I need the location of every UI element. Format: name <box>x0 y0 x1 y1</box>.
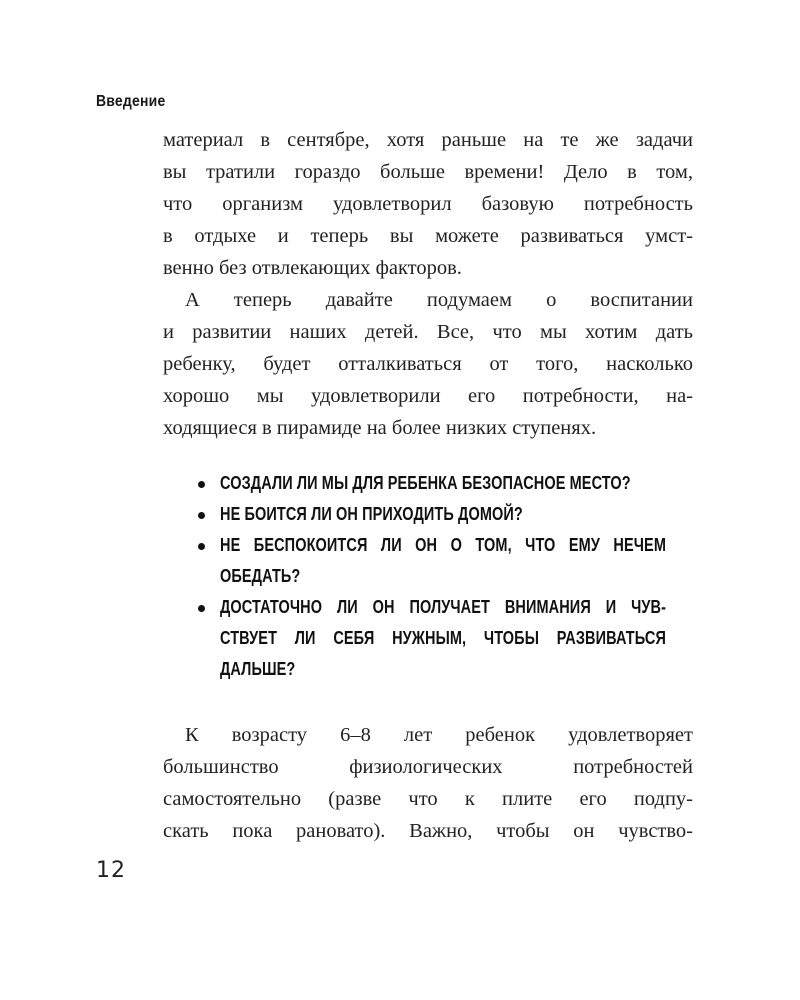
bullet-text: СТВУЕТ ЛИ СЕБЯ НУЖНЫМ, ЧТОБЫ РАЗВИВАТЬСЯ <box>220 628 666 649</box>
bullet-icon <box>198 543 205 550</box>
paragraph-line: К возрасту 6–8 лет ребенок удовлетворяет <box>185 724 693 746</box>
bullet-text: ДАЛЬШЕ? <box>220 659 296 680</box>
page-number: 12 <box>96 858 126 883</box>
bullet-text: НЕ БОИТСЯ ЛИ ОН ПРИХОДИТЬ ДОМОЙ? <box>220 504 523 525</box>
paragraph-line: что организм удовлетворил базовую потребность <box>163 193 693 215</box>
paragraph-line: и развитии наших детей. Все, что мы хотим дать <box>163 321 693 343</box>
paragraph-line: ходящиеся в пирамиде на более низких ступенях. <box>163 417 597 439</box>
bullet-icon <box>198 481 205 488</box>
paragraph-line: скать пока рановато). Важно, чтобы он чувство- <box>163 820 693 842</box>
paragraph-line: А теперь давайте подумаем о воспитании <box>185 289 693 311</box>
paragraph-line: большинство физиологических потребностей <box>163 756 693 778</box>
paragraph-line: самостоятельно (разве что к плите его подпу- <box>163 788 693 810</box>
bullet-icon <box>198 605 205 612</box>
paragraph-line: венно без отвлекающих факторов. <box>163 257 462 279</box>
paragraph-line: хорошо мы удовлетворили его потребности, на- <box>163 385 693 407</box>
paragraph-line: в отдыхе и теперь вы можете развиваться умст- <box>163 225 693 247</box>
bullet-list <box>196 469 666 686</box>
bullet-text: СОЗДАЛИ ЛИ МЫ ДЛЯ РЕБЕНКА БЕЗОПАСНОЕ МЕСТО? <box>220 473 631 494</box>
bullet-icon <box>198 512 205 519</box>
running-head: Введение <box>96 91 166 110</box>
bullet-text: НЕ БЕСПОКОИТСЯ ЛИ ОН О ТОМ, ЧТО ЕМУ НЕЧЕМ <box>220 535 666 556</box>
paragraph-line: вы тратили гораздо больше времени! Дело в том, <box>163 161 693 183</box>
paragraph-line: материал в сентябре, хотя раньше на те же задачи <box>163 129 693 151</box>
body-text-bottom <box>163 719 693 847</box>
paragraph-line: ребенку, будет отталкиваться от того, насколько <box>163 353 693 375</box>
bullet-text: ДОСТАТОЧНО ЛИ ОН ПОЛУЧАЕТ ВНИМАНИЯ И ЧУВ- <box>220 597 666 618</box>
bullet-item-line <box>196 655 666 686</box>
bullet-text: ОБЕДАТЬ? <box>220 566 301 587</box>
body-text-top <box>163 124 693 444</box>
